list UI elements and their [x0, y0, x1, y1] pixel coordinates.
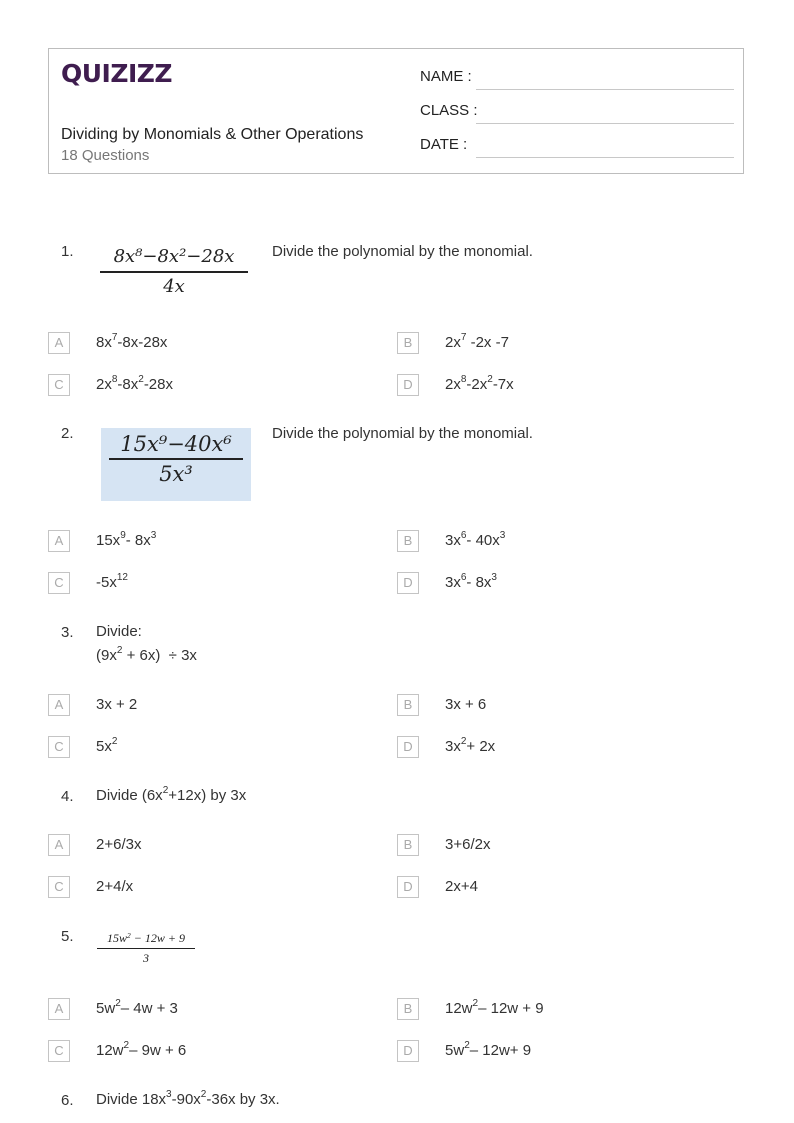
name-field[interactable]	[420, 68, 734, 90]
option-d-text[interactable]: $3x^2+ 2x$	[445, 736, 496, 755]
option-d-text[interactable]: $5w^2-$ 12w+ 9	[445, 1040, 532, 1059]
option-b-box[interactable]: B	[397, 998, 419, 1020]
question-5-number: 5.	[61, 928, 74, 945]
option-a-text[interactable]: $8x^7-8x-28x$	[96, 332, 168, 351]
option-c-box[interactable]: C	[48, 876, 70, 898]
option-c-text[interactable]: 2+4/x	[96, 878, 134, 895]
fraction-numerator: 8x⁸−8x²−28x	[113, 246, 235, 267]
question-4-prompt: Divide $(6x^2+12x)$ by 3x	[96, 785, 247, 804]
fraction-numerator: 15x⁹−40x⁶	[120, 432, 232, 456]
option-a-box[interactable]: A	[48, 694, 70, 716]
option-a-text[interactable]: $15x^9-$ $8x^3$	[96, 530, 157, 549]
worksheet-title: Dividing by Monomials & Other Operations	[61, 126, 364, 143]
option-a-text[interactable]: $5w^2-$ 4w + 3	[96, 998, 178, 1017]
name-line	[476, 89, 734, 90]
option-c-text[interactable]: $-5x^{12}$	[96, 572, 128, 591]
option-d-box[interactable]: D	[397, 572, 419, 594]
option-b-box[interactable]: B	[397, 530, 419, 552]
fraction-denominator: 5x³	[159, 462, 193, 486]
option-d-box[interactable]: D	[397, 876, 419, 898]
option-a-box[interactable]: A	[48, 530, 70, 552]
question-4-number: 4.	[61, 788, 74, 805]
date-label: DATE :	[420, 136, 468, 153]
fraction-numerator: $15w^2 - 12w + 9$	[107, 930, 185, 945]
option-c-box[interactable]: C	[48, 572, 70, 594]
option-c-box[interactable]: C	[48, 736, 70, 758]
option-c-box[interactable]: C	[48, 374, 70, 396]
option-b-text[interactable]: $12w^2-$ 12w + 9	[445, 998, 544, 1017]
option-b-text[interactable]: $2x^7$ -2x -7	[445, 332, 509, 351]
option-a-text[interactable]: 3x + 2	[96, 696, 138, 713]
question-2-fraction	[101, 428, 251, 501]
question-1-fraction	[100, 246, 248, 297]
question-1-number: 1.	[61, 243, 74, 260]
question-3-line-2: $(9x^2 + 6x) \div 3x$	[96, 645, 197, 664]
question-2-number: 2.	[61, 425, 74, 442]
option-a-box[interactable]: A	[48, 834, 70, 856]
class-line	[476, 123, 734, 124]
option-d-text[interactable]: $3x^6-$ $8x^3$	[445, 572, 497, 591]
option-b-text[interactable]: 3+6/2x	[445, 836, 491, 853]
option-c-box[interactable]: C	[48, 1040, 70, 1062]
date-line	[476, 157, 734, 158]
question-6-number: 6.	[61, 1092, 74, 1109]
class-field[interactable]	[420, 102, 734, 124]
quizizz-logo: QUIZIZZ	[61, 59, 173, 88]
option-a-box[interactable]: A	[48, 332, 70, 354]
option-a-box[interactable]: A	[48, 998, 70, 1020]
option-d-box[interactable]: D	[397, 736, 419, 758]
option-c-text[interactable]: $5x^2$	[96, 736, 118, 755]
question-count: 18 Questions	[61, 147, 150, 164]
option-d-box[interactable]: D	[397, 374, 419, 396]
class-label: CLASS :	[420, 102, 478, 119]
date-field[interactable]	[420, 136, 734, 158]
option-b-box[interactable]: B	[397, 332, 419, 354]
question-6-prompt: Divide $18x^3-90x^2-36x$ by 3x.	[96, 1089, 280, 1108]
question-5-fraction	[97, 931, 195, 966]
option-d-text[interactable]: 2x+4	[445, 878, 478, 895]
question-3-number: 3.	[61, 624, 74, 641]
option-a-text[interactable]: 2+6/3x	[96, 836, 142, 853]
option-b-text[interactable]: 3x + 6	[445, 696, 487, 713]
option-d-box[interactable]: D	[397, 1040, 419, 1062]
option-b-text[interactable]: $3x^6-$ $40x^3$	[445, 530, 506, 549]
question-2-prompt: Divide the polynomial by the monomial.	[272, 425, 533, 442]
worksheet-header	[48, 48, 744, 174]
name-label: NAME :	[420, 68, 472, 85]
fraction-denominator: 3	[143, 951, 149, 965]
option-d-text[interactable]: $2x^8-2x^2-7x$	[445, 374, 514, 393]
question-1-prompt: Divide the polynomial by the monomial.	[272, 243, 533, 260]
option-c-text[interactable]: $12w^2-$ 9w + 6	[96, 1040, 187, 1059]
option-b-box[interactable]: B	[397, 694, 419, 716]
option-b-box[interactable]: B	[397, 834, 419, 856]
question-3-line-1: Divide:	[96, 623, 142, 640]
option-c-text[interactable]: $2x^8-8x^2-28x$	[96, 374, 173, 393]
fraction-denominator: 4x	[163, 276, 185, 297]
